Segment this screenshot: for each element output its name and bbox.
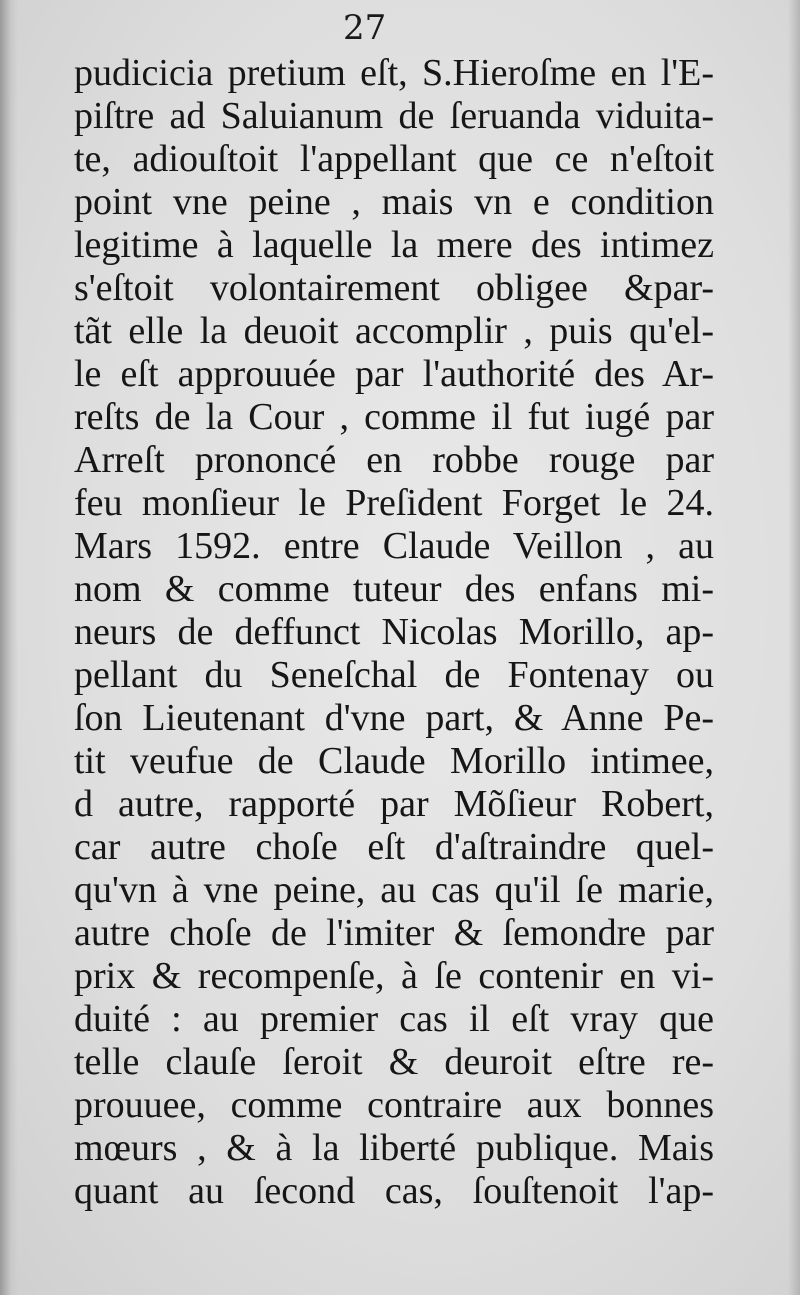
- page-edge-right: [788, 0, 800, 1295]
- text-line: pellant du Seneſchal de Fontenay ou: [74, 654, 714, 696]
- text-line: duité : au premier cas il eſt vray que: [74, 998, 714, 1040]
- text-line: Arreſt prononcé en robbe rouge par: [74, 439, 714, 481]
- text-line: qu'vn à vne peine, au cas qu'il ſe marie,: [74, 869, 714, 911]
- text-line: telle clauſe ſeroit & deuroit eſtre re-: [74, 1041, 714, 1083]
- text-line: point vne peine , mais vn e condition: [74, 181, 714, 223]
- text-line: prouuee, comme contraire aux bonnes: [74, 1084, 714, 1126]
- text-line: tit veufue de Claude Morillo intimee,: [74, 740, 714, 782]
- text-line: autre choſe de l'imiter & ſemondre par: [74, 912, 714, 954]
- text-line: d autre, rapporté par Mõſieur Robert,: [74, 783, 714, 825]
- text-line: legitime à laquelle la mere des intimez: [74, 224, 714, 266]
- text-line: feu monſieur le Preſident Forget le 24.: [74, 482, 714, 524]
- text-line: tãt elle la deuoit accomplir , puis qu'el-: [74, 310, 714, 352]
- text-line: te, adiouſtoit l'appellant que ce n'eſtoit: [74, 138, 714, 180]
- page-number: 27: [343, 8, 387, 48]
- text-line: neurs de deffunct Nicolas Morillo, ap-: [74, 611, 714, 653]
- page-edge-left: [0, 0, 18, 1295]
- text-line: car autre choſe eſt d'aſtraindre quel-: [74, 826, 714, 868]
- text-line: quant au ſecond cas, ſouſtenoit l'ap-: [74, 1170, 714, 1212]
- body-text: [74, 52, 714, 1213]
- text-line: nom & comme tuteur des enfans mi-: [74, 568, 714, 610]
- text-line: ſon Lieutenant d'vne part, & Anne Pe-: [74, 697, 714, 739]
- text-line: mœurs , & à la liberté publique. Mais: [74, 1127, 714, 1169]
- text-line: s'eſtoit volontairement obligee &par-: [74, 267, 714, 309]
- text-line: Mars 1592. entre Claude Veillon , au: [74, 525, 714, 567]
- text-line: prix & recompenſe, à ſe contenir en vi-: [74, 955, 714, 997]
- text-line: le eſt approuuée par l'authorité des Ar-: [74, 353, 714, 395]
- text-line: pudicicia pretium eſt, S.Hieroſme en l'E-: [74, 52, 714, 94]
- text-line: piſtre ad Saluianum de ſeruanda viduita-: [74, 95, 714, 137]
- text-line: reſts de la Cour , comme il fut iugé par: [74, 396, 714, 438]
